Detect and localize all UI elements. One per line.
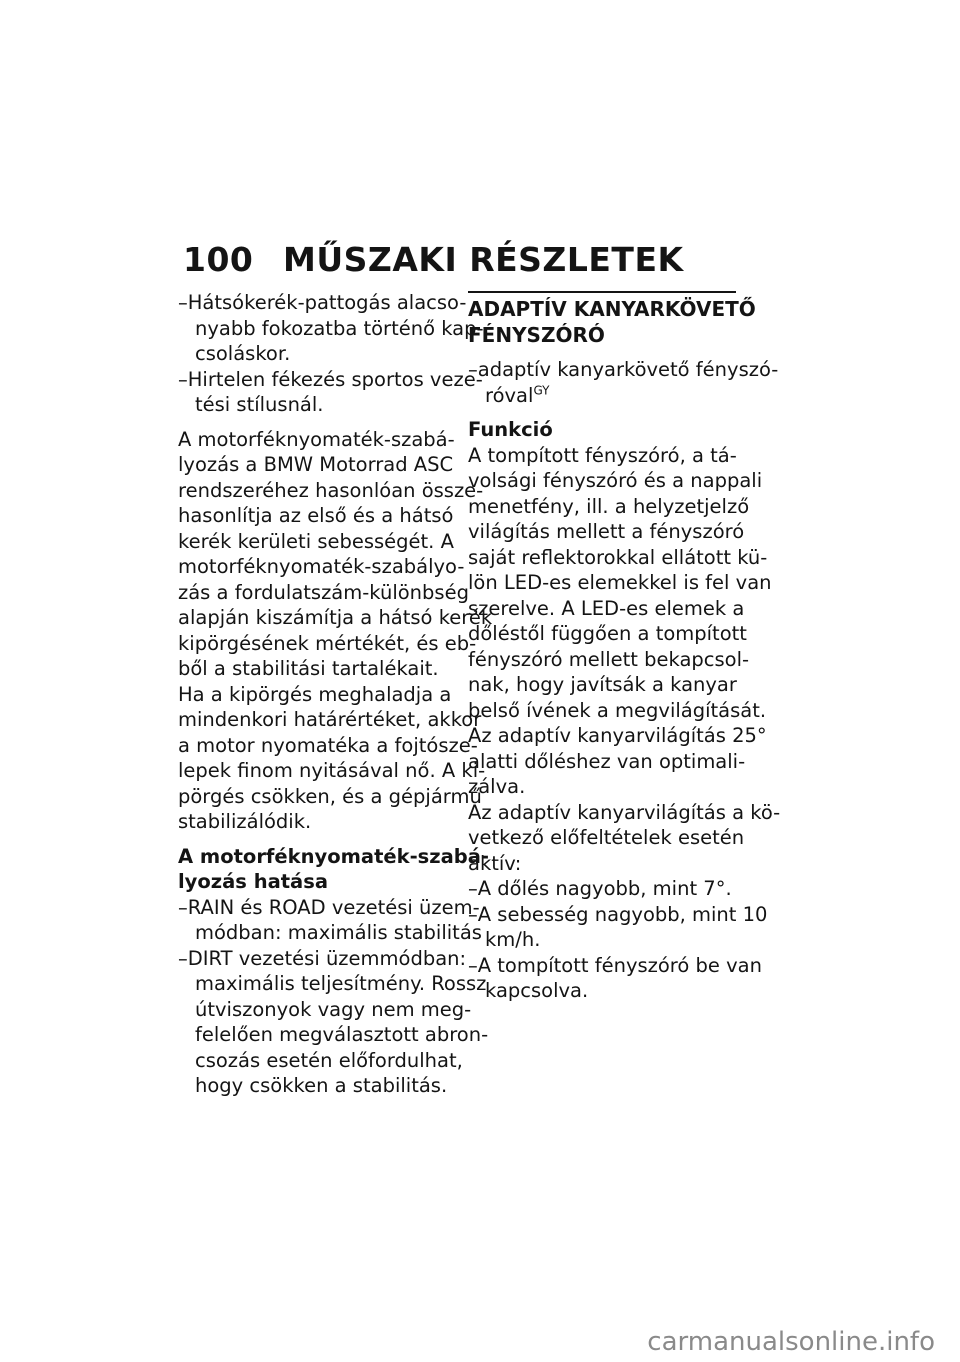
list-item (178, 946, 489, 1099)
list-item-line: –A tompított fényszóró be van (468, 953, 762, 977)
list-item-line: –adaptív kanyarkövető fényszó- (468, 358, 779, 381)
list-item-line: csoláskor. (195, 342, 291, 365)
list-item-line: –DIRT vezetési üzemmódban: (178, 946, 467, 970)
list-item-line: –A dőlés nagyobb, mint 7°. (468, 877, 732, 900)
watermark-link[interactable]: carmanualsonline.info (647, 1327, 935, 1357)
list-item-line: csozás esetén előfordulhat, (195, 1048, 463, 1072)
list-item (178, 895, 482, 946)
section-divider (468, 291, 736, 293)
list-item-line: maximális teljesítmény. Rossz (195, 972, 487, 995)
list-item (468, 953, 762, 1004)
list-item-line: nyabb fokozatba történő kap- (195, 316, 484, 340)
list-item-line: útviszonyok vagy nem meg- (195, 997, 472, 1021)
paragraph-line: volsági fényszóró és a nappali (468, 469, 763, 492)
paragraph (468, 443, 781, 877)
list-item-line: km/h. (485, 928, 541, 951)
paragraph-line: mindenkori határértéket, akkor (178, 708, 482, 731)
page-header (183, 240, 684, 279)
section-title: MŰSZAKI RÉSZLETEK (283, 240, 684, 279)
paragraph-line: dőléstől függően a tompított (468, 622, 747, 645)
paragraph-line: aktív: (468, 851, 522, 875)
paragraph-line: A motorféknyomaték-szabá- (178, 427, 455, 451)
list-item (468, 357, 779, 408)
right-column (468, 291, 781, 1004)
superscript: GY (533, 383, 550, 397)
paragraph-line: saját reflektorokkal ellátott kü- (468, 545, 768, 569)
paragraph-line: kipörgésének mértékét, és eb- (178, 631, 477, 655)
list-item-line: –Hátsókerék-pattogás alacso- (178, 291, 467, 314)
list-item-line: hogy csökken a stabilitás. (195, 1074, 448, 1097)
paragraph-line: belső ívének a megvilágítását. (468, 698, 767, 722)
list-item-line (468, 383, 740, 409)
paragraph-line: A tompított fényszóró, a tá- (468, 443, 737, 467)
paragraph-line: Az adaptív kanyarvilágítás a kö- (468, 800, 781, 824)
paragraph (178, 427, 493, 835)
list-item-line: –Hirtelen fékezés sportos veze- (178, 367, 483, 391)
paragraph-line: alatti dőléshez van optimali- (468, 749, 746, 773)
subheading-line: A motorféknyomaték-szabá- (178, 844, 490, 868)
section-heading-line: FÉNYSZÓRÓ (468, 322, 605, 347)
list-item-line: –RAIN és ROAD vezetési üzem- (178, 895, 480, 919)
paragraph-line: hasonlítja az első és a hátsó (178, 504, 454, 527)
paragraph-line: zálva. (468, 775, 526, 798)
paragraph-line: lön LED-es elemekkel is fel van (468, 571, 772, 594)
paragraph-line: stabilizálódik. (178, 810, 312, 833)
section-heading-line: ADAPTÍV KANYARKÖVETŐ (468, 297, 756, 321)
paragraph-line: ből a stabilitási tartalékait. (178, 657, 439, 680)
paragraph-line: nak, hogy javítsák a kanyar (468, 673, 737, 696)
paragraph-line: Az adaptív kanyarvilágítás 25° (468, 724, 767, 747)
left-column (178, 290, 493, 1099)
paragraph-line: világítás mellett a fényszóró (468, 520, 745, 543)
page-number: 100 (183, 240, 254, 279)
list-item-line: tési stílusnál. (195, 393, 324, 416)
paragraph-line: pörgés csökken, és a gépjármű (178, 784, 482, 808)
paragraph-line: Ha a kipörgés meghaladja a (178, 682, 452, 706)
paragraph-line: vetkező előfeltételek esetén (468, 826, 745, 849)
subheading: Funkció (468, 418, 553, 441)
subheading-line: lyozás hatása (178, 870, 328, 893)
paragraph-line: kerék kerületi sebességét. A (178, 529, 454, 553)
subheading (178, 844, 490, 895)
list-item-line: –A sebesség nagyobb, mint 10 (468, 902, 768, 926)
list-item (468, 902, 768, 953)
paragraph-line: rendszeréhez hasonlóan össze- (178, 478, 484, 502)
list-item-text: róval (485, 383, 534, 407)
list-item (468, 876, 740, 902)
paragraph-line: fényszóró mellett bekapcsol- (468, 647, 750, 671)
paragraph-line: menetfény, ill. a helyzetjelző (468, 494, 750, 518)
paragraph-line: szerelve. A LED-es elemek a (468, 596, 745, 620)
paragraph-line: alapján kiszámítja a hátsó kerék (178, 606, 493, 629)
paragraph-line: lyozás a BMW Motorrad ASC (178, 453, 454, 476)
paragraph-line: motorféknyomaték-szabályo- (178, 555, 465, 578)
paragraph-line: a motor nyomatéka a fojtósze- (178, 733, 478, 757)
list-item (178, 367, 483, 418)
list-item-line: felelően megválasztott abron- (195, 1023, 489, 1046)
paragraph-line: zás a fordulatszám-különbség (178, 580, 469, 604)
list-item-line: kapcsolva. (485, 979, 589, 1002)
paragraph-line: lepek finom nyitásával nő. A ki- (178, 759, 486, 782)
list-item (178, 290, 484, 367)
section-heading (468, 297, 756, 348)
list-item-line: módban: maximális stabilitás (195, 921, 482, 944)
